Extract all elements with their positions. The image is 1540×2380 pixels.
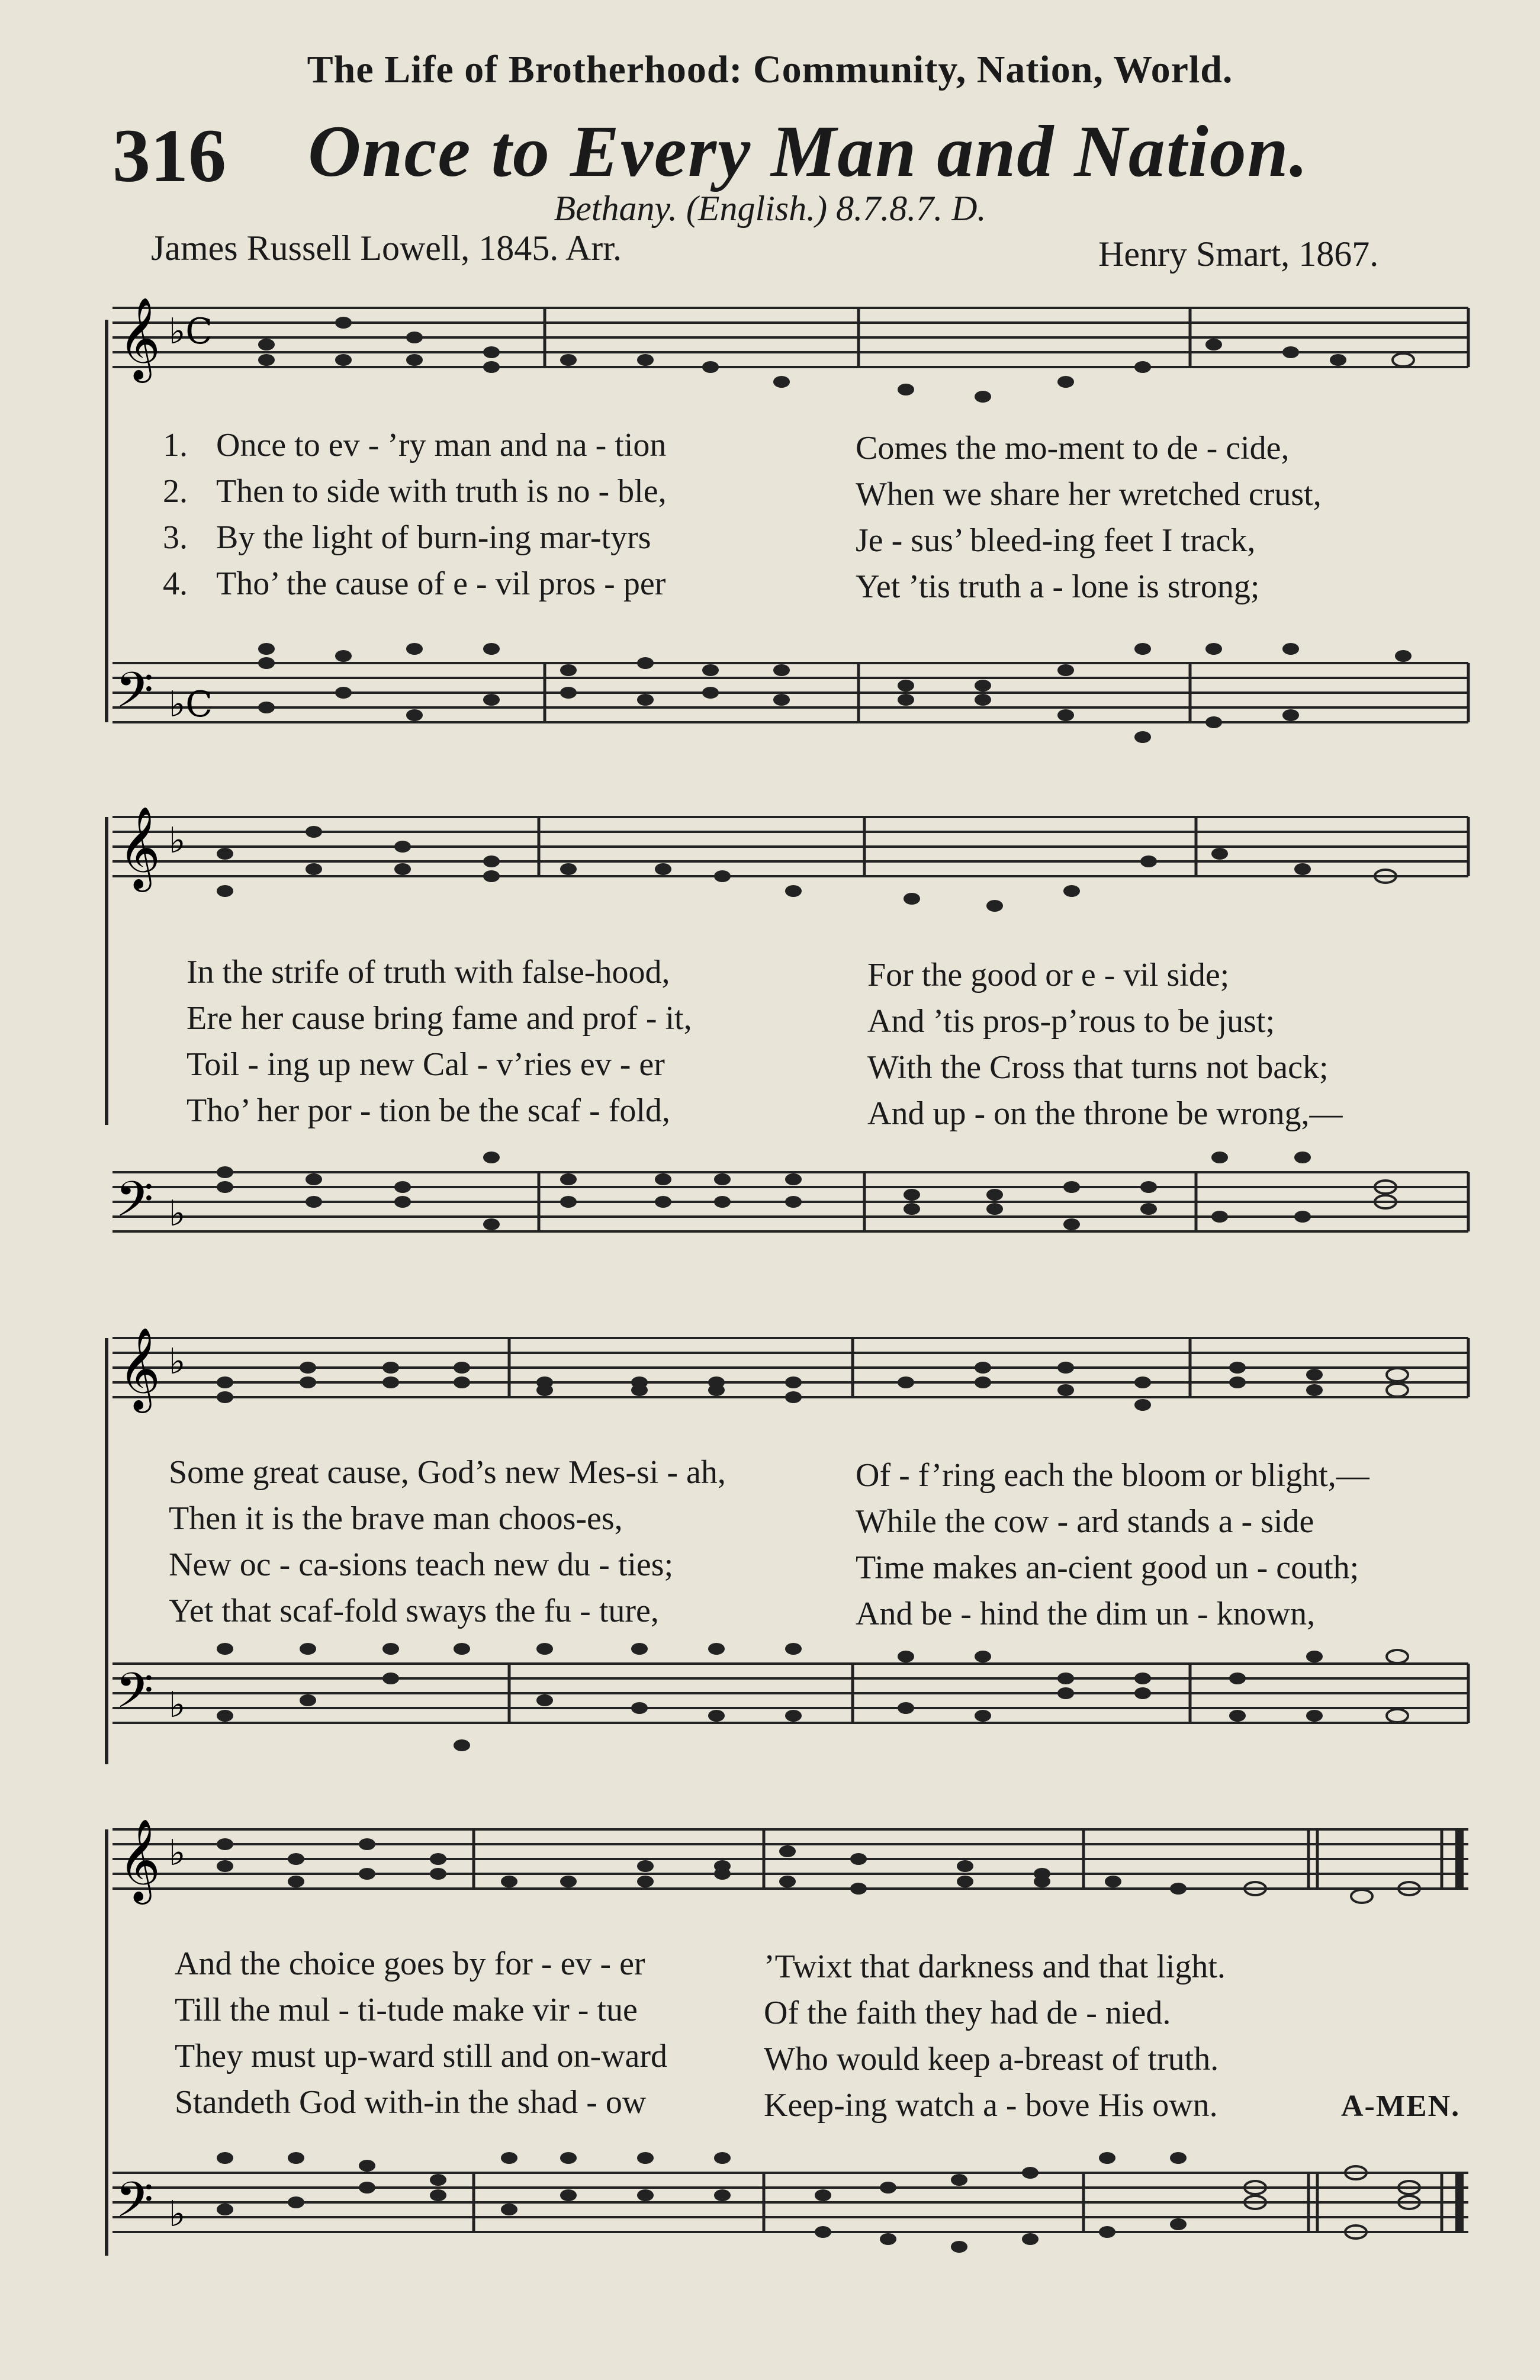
lyric-line-a: Standeth God with-in the shad - ow <box>175 2084 647 2121</box>
svg-text:𝄞: 𝄞 <box>118 1327 160 1410</box>
bass-staff <box>0 628 1540 793</box>
lyric-line-a: Till the mul - ti-tude make vir - tue <box>175 1992 638 2028</box>
svg-text:♭: ♭ <box>169 1193 186 1234</box>
svg-text:♭: ♭ <box>169 1832 186 1874</box>
lyric-line-a: Ere her cause bring fame and prof - it, <box>187 1000 692 1037</box>
lyric-line-b: While the cow - ard stands a - side <box>856 1503 1314 1540</box>
lyric-line-b: Of the faith they had de - nied. <box>764 1995 1171 2031</box>
lyric-line-b: Comes the mo-ment to de - cide, <box>856 430 1290 467</box>
tune-name: Bethany. (English.) 8.7.8.7. D. <box>554 189 986 228</box>
lyric-line-a: Then it is the brave man choos-es, <box>169 1500 623 1537</box>
bass-staff <box>0 1640 1540 1776</box>
svg-text:♭: ♭ <box>169 1341 186 1382</box>
lyric-line: 1. Once to ev - ’ry man and na - tion <box>163 427 667 464</box>
lyric-line-a: They must up-ward still and on-ward <box>175 2038 668 2075</box>
lyric-line-b: And be - hind the dim un - known, <box>856 1596 1316 1632</box>
lyric-line-b: And ’tis pros-p’rous to be just; <box>867 1003 1275 1040</box>
lyric-line-b: ’Twixt that darkness and that light. <box>764 1948 1226 1985</box>
lyric-line-b: Je - sus’ bleed-ing feet I track, <box>856 522 1256 559</box>
lyric-line-a: Tho’ her por - tion be the scaf - fold, <box>187 1092 670 1129</box>
lyric-line-a: Some great cause, God’s new Mes-si - ah, <box>169 1454 726 1491</box>
svg-text:𝄞: 𝄞 <box>118 1819 160 1901</box>
bass-staff <box>0 2143 1540 2285</box>
svg-text:𝄞: 𝄞 <box>118 297 160 379</box>
lyric-line-b: Time makes an-cient good un - couth; <box>856 1549 1359 1586</box>
lyric-line-a: Yet that scaf-fold sways the fu - ture, <box>169 1593 659 1629</box>
lyric-line-b: And up - on the throne be wrong,— <box>867 1095 1343 1132</box>
lyric-line-b: Keep-ing watch a - bove His own. <box>764 2087 1218 2124</box>
lyric-line-a: New oc - ca-sions teach new du - ties; <box>169 1546 674 1583</box>
svg-text:♭C: ♭C <box>169 684 213 725</box>
treble-staff <box>0 1812 1540 1954</box>
svg-text:♭: ♭ <box>169 1684 186 1726</box>
lyric-line-b: Yet ’tis truth a - lone is strong; <box>856 568 1260 605</box>
lyric-line-a: And the choice goes by for - ev - er <box>175 1945 645 1982</box>
composer-credit: Henry Smart, 1867. <box>1098 234 1379 274</box>
author-credit: James Russell Lowell, 1845. Arr. <box>151 229 622 268</box>
svg-text:𝄢: 𝄢 <box>115 1170 154 1240</box>
section-title: The Life of Brotherhood: Community, Nation, World. <box>307 48 1233 91</box>
lyric-line-b: With the Cross that turns not back; <box>867 1049 1329 1086</box>
lyric-line: 3. By the light of burn-ing mar-tyrs <box>163 519 651 556</box>
lyric-line-b: When we share her wretched crust, <box>856 476 1322 513</box>
bass-staff <box>0 1149 1540 1302</box>
svg-text:𝄢: 𝄢 <box>115 661 154 731</box>
treble-staff <box>0 805 1540 959</box>
lyric-line-b: Of - f’ring each the bloom or blight,— <box>856 1457 1369 1494</box>
svg-text:♭: ♭ <box>169 820 186 861</box>
lyric-line-a: In the strife of truth with false-hood, <box>187 954 670 990</box>
amen-label: A-MEN. <box>1341 2089 1461 2123</box>
svg-text:𝄢: 𝄢 <box>115 1662 154 1731</box>
lyric-line: 2. Then to side with truth is no - ble, <box>163 473 667 510</box>
treble-staff <box>0 1320 1540 1462</box>
lyric-line-b: Who would keep a-breast of truth. <box>764 2041 1219 2077</box>
svg-text:♭: ♭ <box>169 2194 186 2235</box>
lyric-line-b: For the good or e - vil side; <box>867 957 1230 993</box>
svg-text:𝄢: 𝄢 <box>115 2171 154 2240</box>
hymn-number: 316 <box>112 114 226 198</box>
lyric-line-a: Toil - ing up new Cal - v’ries ev - er <box>187 1046 665 1083</box>
svg-text:𝄞: 𝄞 <box>118 806 160 889</box>
svg-text:♭C: ♭C <box>169 311 213 352</box>
lyric-line: 4. Tho’ the cause of e - vil pros - per <box>163 565 666 602</box>
hymn-title: Once to Every Man and Nation. <box>308 111 1309 192</box>
